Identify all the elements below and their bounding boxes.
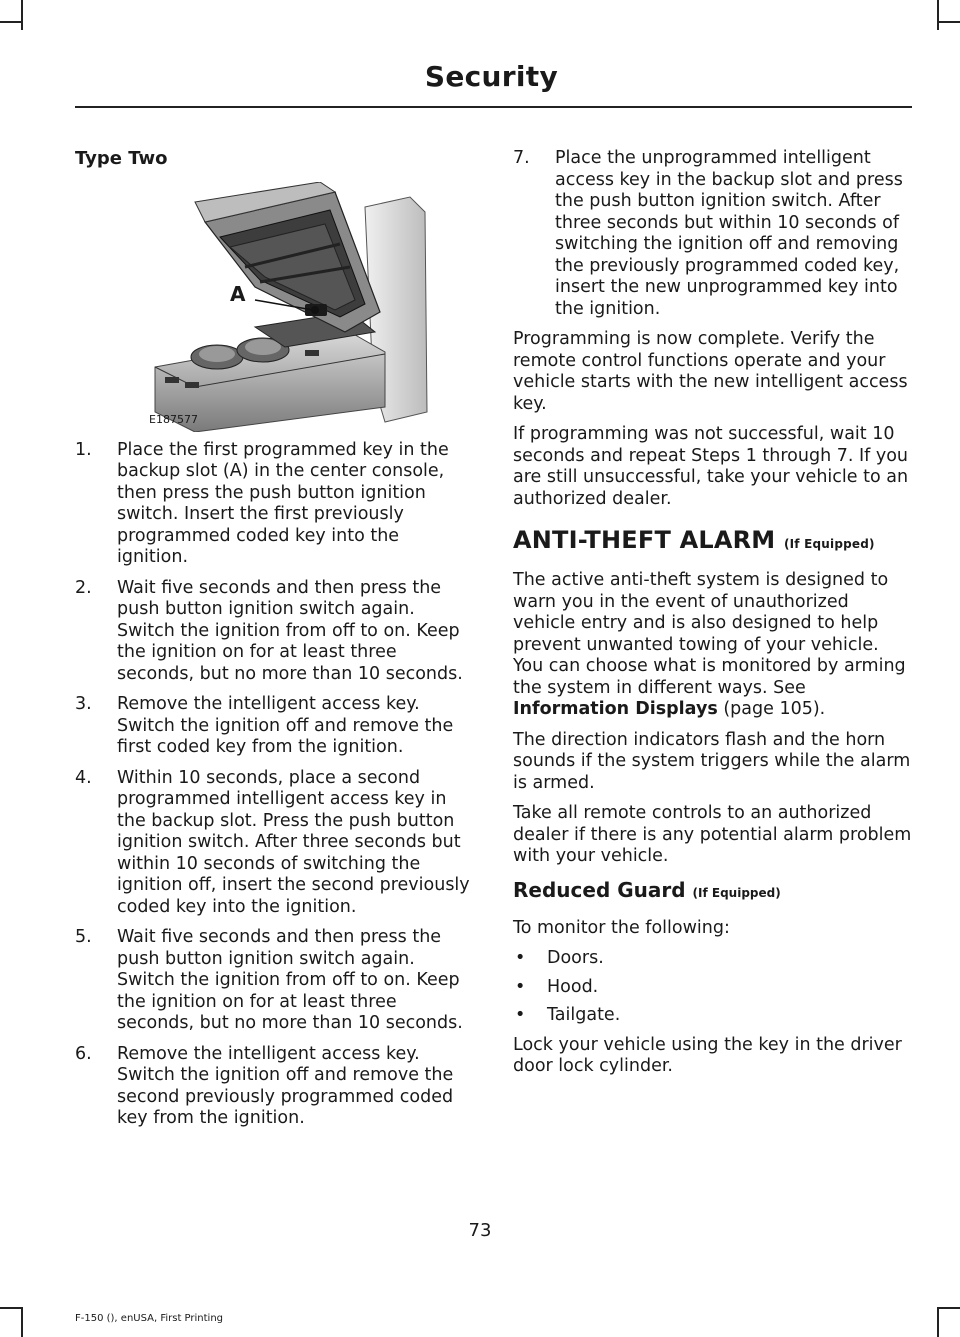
monitor-list: [513, 948, 913, 1027]
paragraph-take-controls: Take all remote controls to an authorized dealer if there is any potential alarm problem with your vehicle.: [513, 803, 912, 866]
step-number: 3.: [75, 694, 92, 714]
right-column: [513, 148, 913, 1087]
crop-mark: [937, 1307, 939, 1337]
bullet: •: [515, 976, 526, 997]
crop-mark: [938, 21, 960, 23]
step-number: 2.: [75, 577, 92, 598]
list-item: [75, 440, 475, 569]
step-number: 4.: [75, 767, 92, 788]
page-title: Security: [424, 60, 558, 93]
step-text: Wait five seconds and then press the push button ignition switch again. Switch the ignition from off to on. Keep the ignition on for at least three seconds, but no more than 10 seconds.: [117, 577, 463, 684]
step-text: Place the unprogrammed intelligent access key in the backup slot and press the push button ignition switch. After three seconds but within 10 seconds of switching the ignition off and removing the previously programmed coded key, insert the new unprogrammed key into the ignition.: [555, 148, 903, 319]
list-item: [75, 694, 475, 759]
bullet: •: [515, 1005, 526, 1025]
bullet: •: [515, 948, 526, 968]
list-item: [75, 1044, 475, 1130]
subsection-title: Type Two: [75, 148, 168, 169]
paragraph-active-system: [513, 570, 913, 721]
crop-mark: [937, 0, 939, 30]
paragraph-text: The active anti-theft system is designed to warn you in the event of unauthorized vehicle entry and is also designed to help prevent unwanted towing of your vehicle. You can choose what is monitored by arming the system in different ways. See: [513, 570, 906, 698]
crop-mark: [938, 1307, 960, 1309]
step-text: Place the first programmed key in the backup slot (A) in the center console, then press the push button ignition switch. Insert the first previously programmed coded key into the ignition.: [117, 439, 449, 567]
paragraph-complete: Programming is now complete. Verify the remote control functions operate and your vehicle starts with the new intelligent access key.: [513, 329, 908, 414]
list-item: [75, 578, 475, 686]
step-text: Wait five seconds and then press the push button ignition switch again. Switch the ignition from off to on. Keep the ignition on for at least three seconds, but no more than 10 seconds.: [117, 927, 463, 1033]
programming-steps: [75, 440, 475, 1130]
section-heading-anti-theft: [513, 526, 913, 554]
list-item: [513, 948, 913, 970]
bullet-text: Tailgate.: [547, 1005, 621, 1025]
step-number: 1.: [75, 439, 92, 460]
step-text: Within 10 seconds, place a second programmed intelligent access key in the backup slot. Press the push button ignition switch. After three seconds but within 10 seconds of switching the ignition off, insert the second previously coded key into the ignition.: [117, 767, 470, 917]
list-item: [513, 977, 913, 999]
figure-code: E187577: [149, 412, 198, 426]
left-column: [75, 148, 475, 1139]
paragraph-lock: Lock your vehicle using the key in the driver door lock cylinder.: [513, 1034, 902, 1076]
heading-text: ANTI-THEFT ALARM: [513, 526, 776, 554]
header-rule: [75, 106, 912, 108]
callout-label-a: A: [230, 281, 246, 306]
step-text: Remove the intelligent access key. Switch the ignition off and remove the first coded key from the ignition.: [117, 694, 454, 757]
list-item: [513, 148, 913, 320]
paragraph-unsuccessful: If programming was not successful, wait 10 seconds and repeat Steps 1 through 7. If you are still unsuccessful, take your vehicle to an authorized dealer.: [513, 424, 909, 509]
section-heading-reduced-guard: [513, 878, 913, 902]
list-item: [513, 1005, 913, 1027]
cross-reference-link[interactable]: Information Displays: [513, 699, 718, 719]
step-text: Remove the intelligent access key. Switch the ignition off and remove the second previously programmed coded key from the ignition.: [117, 1043, 454, 1128]
heading-note: (If Equipped): [783, 537, 875, 551]
programming-steps-continued: [513, 148, 913, 320]
heading-note: (If Equipped): [692, 885, 781, 900]
page-reference: (page 105).: [723, 699, 826, 719]
crop-mark: [21, 0, 23, 30]
step-number: 6.: [75, 1043, 92, 1064]
list-item: [75, 927, 475, 1035]
paragraph-monitor: To monitor the following:: [513, 917, 730, 938]
crop-mark: [0, 21, 22, 23]
bullet-text: Doors.: [547, 948, 604, 968]
heading-text: Reduced Guard: [513, 877, 686, 902]
step-number: 5.: [75, 927, 92, 947]
page-number: 73: [468, 1220, 492, 1241]
paragraph-direction: The direction indicators flash and the horn sounds if the system triggers while the alarm is armed.: [513, 729, 911, 793]
console-illustration: [135, 182, 465, 432]
edition-footer: F-150 (), enUSA, First Printing: [75, 1313, 224, 1324]
center-console-drawing: [135, 182, 465, 432]
step-number: 7.: [513, 148, 530, 168]
crop-mark: [21, 1307, 23, 1337]
list-item: [75, 768, 475, 919]
bullet-text: Hood.: [547, 976, 599, 997]
crop-mark: [0, 1307, 22, 1309]
